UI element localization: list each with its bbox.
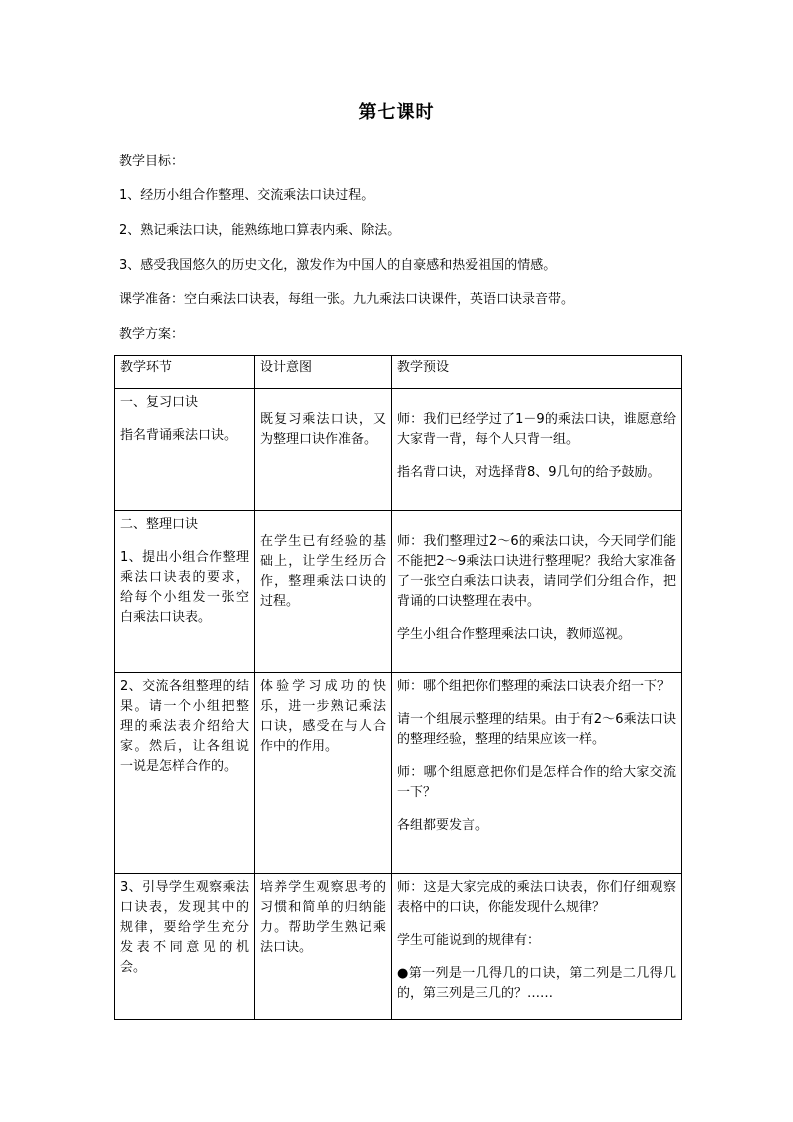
intent-cell (255, 673, 392, 874)
intent-text: 在学生已有经验的基础上，让学生经历合作，整理乘法口诀的过程。 (260, 534, 386, 609)
preset-text: 师：这是大家完成的乘法口诀表，你们仔细观察表格中的口诀，你能发现什么规律？ (397, 880, 676, 915)
stage-cell (115, 389, 255, 511)
table-row (115, 673, 682, 874)
preparation-text: 课学准备：空白乘法口诀表，每组一张。九九乘法口诀课件，英语口诀录音带。 (119, 292, 575, 307)
teaching-plan-table (114, 355, 682, 1020)
goals-heading: 教学目标： (119, 154, 185, 169)
table-row (115, 874, 682, 1020)
preset-text: 师：哪个组愿意把你们是怎样合作的给大家交流一下？ (397, 765, 676, 800)
preset-text: 请一个组展示整理的结果。由于有2～6乘法口诀的整理经验，整理的结果应该一样。 (397, 712, 676, 747)
goal-item: 2、熟记乘法口诀，能熟练地口算表内乘、除法。 (119, 223, 401, 238)
stage-cell (115, 511, 255, 673)
preset-text: 师：我们整理过2～6的乘法口诀，今天同学们能不能把2～9乘法口诀进行整理呢？我给大家准备了一张空白乘法口诀表，请同学们分组合作，把背诵的口诀整理在表中。 (397, 534, 676, 609)
header-preset: 教学预设 (392, 356, 682, 389)
preset-cell (392, 511, 682, 673)
header-stage: 教学环节 (115, 356, 255, 389)
preset-text: 学生小组合作整理乘法口诀，教师巡视。 (397, 627, 632, 642)
stage-text: 指名背诵乘法口诀。 (120, 428, 238, 443)
preset-text: 师：哪个组把你们整理的乘法口诀表介绍一下？ (397, 679, 671, 694)
plan-heading: 教学方案： (119, 327, 185, 342)
preset-cell (392, 673, 682, 874)
intent-text: 培养学生观察思考的习惯和简单的归纳能力。帮助学生熟记乘法口诀。 (260, 880, 386, 955)
preset-text: 学生可能说到的规律有： (397, 933, 541, 948)
preset-cell (392, 389, 682, 511)
stage-cell (115, 673, 255, 874)
intent-cell (255, 511, 392, 673)
stage-text: 3、引导学生观察乘法口诀表，发现其中的规律，要给学生充分发表不同意见的机会。 (120, 880, 249, 975)
preset-cell (392, 874, 682, 1020)
intent-cell (255, 389, 392, 511)
intent-text: 体验学习成功的快乐，进一步熟记乘法口诀，感受在与人合作中的作用。 (260, 679, 386, 754)
intent-text: 既复习乘法口诀，又为整理口诀作准备。 (260, 412, 386, 447)
page-title: 第七课时 (358, 102, 435, 123)
table-row (115, 511, 682, 673)
table-row (115, 389, 682, 511)
stage-title: 一、复习口诀 (120, 395, 199, 410)
preset-text: 各组都要发言。 (397, 818, 489, 833)
stage-text: 1、提出小组合作整理乘法口诀表的要求，给每个小组发一张空白乘法口诀表。 (120, 550, 249, 625)
intent-cell (255, 874, 392, 1020)
preset-text: 师：我们已经学过了1－9的乘法口诀，谁愿意给大家背一背，每个人只背一组。 (397, 412, 676, 447)
header-intent: 设计意图 (255, 356, 392, 389)
preset-text: 指名背口诀，对选择背8、9几句的给予鼓励。 (397, 465, 661, 480)
preset-text: ●第一列是一几得几的口诀，第二列是二几得几的，第三列是三几的？…… (397, 966, 676, 1001)
stage-cell (115, 874, 255, 1020)
goal-item: 1、经历小组合作整理、交流乘法口诀过程。 (119, 188, 375, 203)
table-header-row (115, 356, 682, 389)
stage-title: 二、整理口诀 (120, 517, 199, 532)
stage-text: 2、交流各组整理的结果。请一个小组把整理的乘法表介绍给大家。然后，让各组说一说是怎样合作的。 (120, 679, 249, 774)
goal-item: 3、感受我国悠久的历史文化，激发作为中国人的自豪感和热爱祖国的情感。 (119, 258, 557, 273)
